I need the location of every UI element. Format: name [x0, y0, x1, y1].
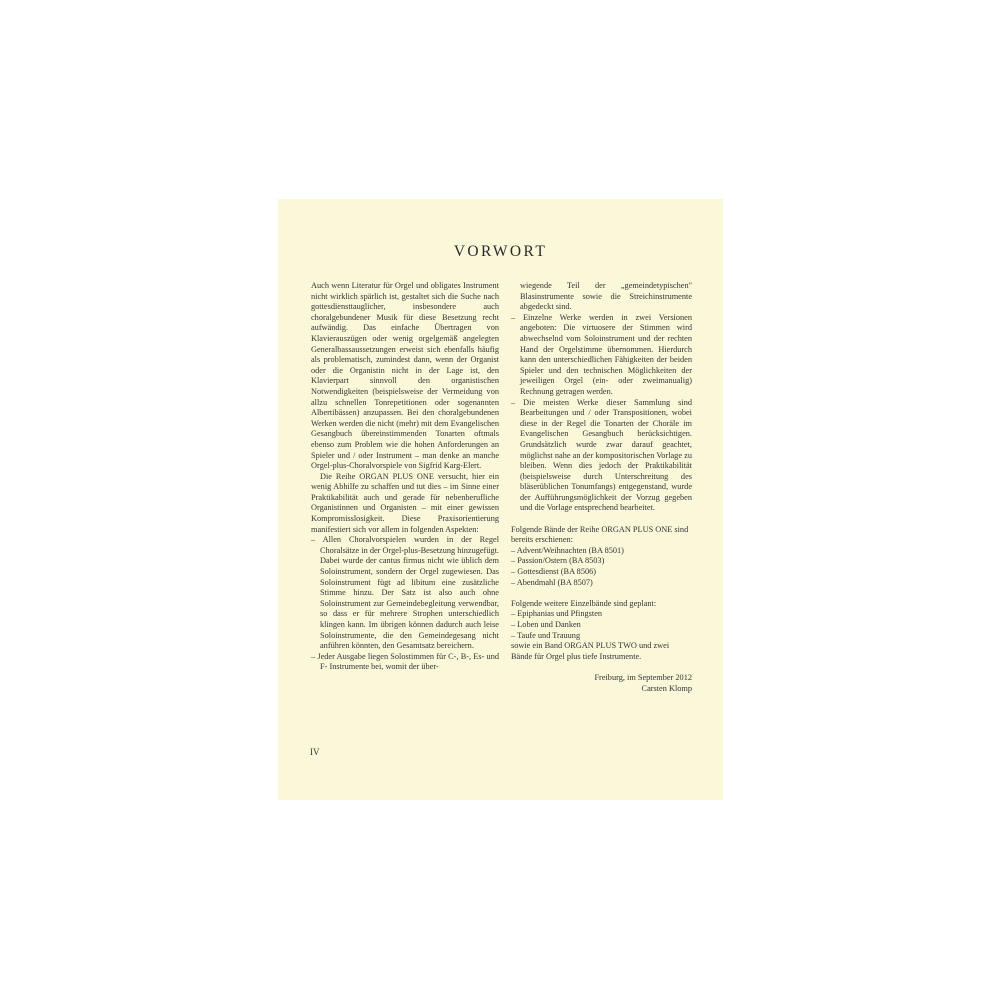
page-number: IV: [310, 747, 320, 757]
right-column: [511, 281, 692, 694]
published-item: – Passion/Ostern (BA 8503): [511, 556, 605, 566]
planned-intro: Folgende weitere Einzelbände sind geplant:: [511, 598, 657, 608]
author-name: Carsten Klomp: [641, 683, 692, 693]
list-item-versionen: – Einzelne Werke werden in zwei Versionen angeboten: Die virtuosere der Stimmen wird abwechselnd vom Soloinstrument und der rechten Hand der Orgelstimme übernommen. Hierdurch kann den unterschiedlichen Fähigkeiten der beiden Spieler und den technischen Möglichkeiten der jeweiligen Orgel (ein- oder zweimanualig) Rechnung getragen werden.: [511, 312, 692, 396]
list-item-continuation: wiegende Teil der „gemeindetypischen" Blasinstrumente sowie die Streichinstrumente abgedeckt sind.: [520, 281, 692, 312]
intro-paragraph: Auch wenn Literatur für Orgel und obligates Instrument nicht wirklich spärlich ist, gestaltet sich die Suche nach gottesdiensttauglicher, insbesondere auch choralgebundener Musik für diese Besetzung recht aufwändig. Das einfache Übertragen von Klavierauszügen oder wenig orgelgemäß angelegten Generalbassaussetzungen erweist sich ebenfalls häufig als problematisch, zumindest dann, wenn der Organist oder die Organistin nicht in der Lage ist, den Klavierpart sinnvoll den organistischen Notwendigkeiten (beispielsweise der Vermeidung von allzu schnellen Tonrepetitionen oder sogenannten Albertibässen) anzupassen. Bei den choralgebundenen Werken werden die nicht (mehr) mit dem Evangelischen Gesangbuch übereinstimmenden Tonarten oftmals ebenso zum Problem wie die hohen Anforderungen an Spieler und / oder Instrument – man denke an manche Orgel-plus-Choralvorspiele von Sigfrid Karg-Elert.: [311, 281, 499, 471]
list-item-bearbeitungen: – Die meisten Werke dieser Sammlung sind Bearbeitungen und / oder Transpositionen, wobei diese in der Regel die Tonarten der Choräle im Evangelischen Gesangbuch berücksichtigen. Grundsätzlich wurde zwar darauf geachtet, möglichst nahe an der kompositorischen Vorlage zu bleiben. Wenn dies jedoch der Praktikabilität (beispielsweise durch Unterschreitung des bläserüblichen Tonumfangs) entgegenstand, wurde der Aufführungsmöglichkeit der Vorzug gegeben und die Vorlage entsprechend bearbeitet.: [511, 397, 692, 513]
left-column: [311, 281, 499, 673]
planned-item: – Loben und Danken: [511, 620, 581, 629]
series-paragraph: Die Reihe ORGAN PLUS ONE versucht, hier ein wenig Abhilfe zu schaffen und tut dies – im Sinne einer Praktikabilität auch und gerade für nebenberufliche Organistinnen und Organisten – mit einer gewissen Kompromisslosigkeit. Diese Praxisorientierung manifestiert sich vor allem in folgenden Aspekten:: [311, 471, 499, 534]
published-item: – Gottesdienst (BA 8506): [511, 567, 597, 577]
published-item: – Abendmahl (BA 8507): [511, 577, 593, 587]
document-page: [278, 199, 723, 800]
planned-item: – Epiphanias und Pfingsten: [511, 609, 603, 619]
planned-item: – Taufe und Trauung: [511, 630, 581, 640]
published-item: – Advent/Weihnachten (BA 8501): [511, 545, 624, 555]
planned-outro: sowie ein Band ORGAN PLUS TWO und zwei Bände für Orgel plus tiefe Instrumente.: [511, 641, 670, 661]
page-title: VORWORT: [453, 243, 548, 260]
place-date: Freiburg, im September 2012: [594, 672, 692, 682]
list-item-solostimmen: – Jeder Ausgabe liegen Solostimmen für C-, B-, Es- und F- Instrumente bei, womit der über-: [311, 651, 499, 672]
list-item-choralvorspiele: – Allen Choralvorspielen wurden in der Regel Choralsätze in der Orgel-plus-Besetzung hinzugefügt. Dabei wurde der cantus firmus nicht wie üblich dem Soloinstrument, sondern der Orgel zugewiesen. Das Soloinstrument fügt ad libitum eine zusätzliche Stimme hinzu. Der Satz ist also auch ohne Soloinstrument zur Gemeindebegleitung verwendbar, so dass er für mehrere Strophen unterschiedlich klingen kann. Im übrigen können dadurch auch leise Soloinstrumente, die den Gemeindegesang nicht anführen könnten, den Gesamtsatz bereichern.: [311, 535, 499, 651]
published-intro: Folgende Bände der Reihe ORGAN PLUS ONE sind bereits erschienen:: [511, 524, 689, 545]
